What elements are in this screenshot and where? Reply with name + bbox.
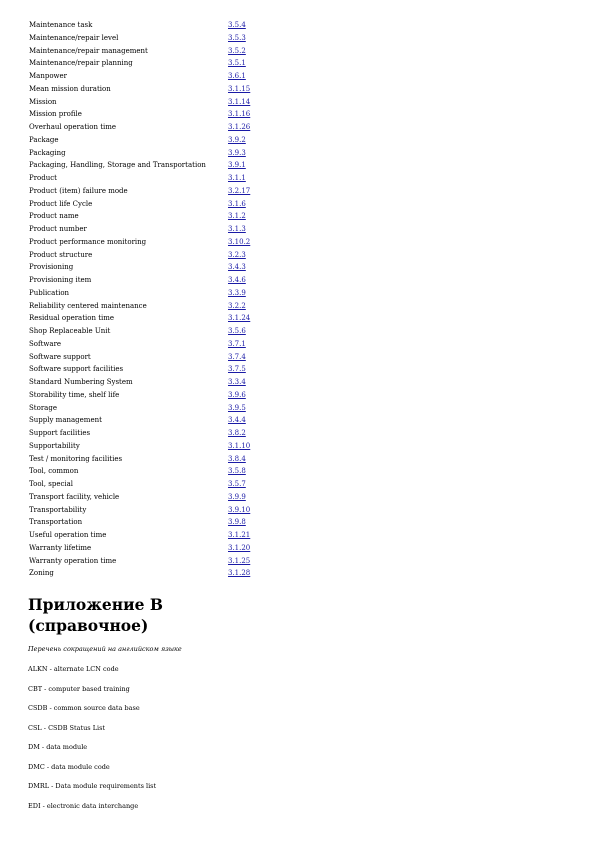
index-row	[29, 300, 269, 313]
index-term: Useful operation time	[29, 531, 107, 539]
index-row	[29, 542, 269, 555]
index-row	[29, 210, 269, 223]
index-term: Residual operation time	[29, 314, 115, 323]
index-ref-link[interactable]: 3.1.21	[228, 531, 251, 539]
index-term: Product number	[29, 225, 87, 233]
index-ref-link[interactable]: 3.5.4	[228, 21, 246, 29]
index-term: Manpower	[29, 72, 68, 80]
index-ref-link[interactable]: 3.5.8	[228, 467, 246, 476]
index-ref-link[interactable]: 3.1.15	[228, 84, 251, 93]
index-ref-cell	[228, 465, 269, 478]
index-ref-cell	[228, 83, 269, 96]
index-ref-cell	[228, 287, 269, 300]
index-ref-link[interactable]: 3.9.3	[228, 148, 246, 157]
index-row	[29, 198, 269, 211]
index-term: Transport facility, vehicle	[29, 492, 120, 501]
index-term: Mission	[29, 97, 57, 106]
index-term: Tool, special	[29, 480, 74, 488]
abbreviation-item: DMRL - Data module requirements list	[28, 782, 157, 790]
index-ref-cell	[228, 185, 269, 198]
index-ref-link[interactable]: 3.3.9	[228, 288, 246, 297]
index-row	[29, 555, 269, 568]
index-row	[29, 172, 269, 185]
index-ref-cell	[228, 491, 269, 504]
index-term: Publication	[29, 288, 70, 297]
abbreviation-item: CBT - computer based training	[28, 684, 130, 693]
index-ref-cell	[228, 414, 269, 427]
index-ref-link[interactable]: 3.9.2	[228, 135, 246, 144]
index-row	[29, 32, 269, 45]
index-term: Transportation	[29, 518, 83, 527]
index-ref-cell	[228, 363, 269, 376]
index-ref-cell	[228, 134, 269, 147]
index-term: Support facilities	[29, 429, 91, 437]
index-row	[29, 491, 269, 504]
index-term: Package	[29, 135, 59, 144]
index-row	[29, 121, 269, 134]
index-ref-cell	[228, 108, 269, 121]
index-term: Packaging, Handling, Storage and Transportation	[29, 161, 206, 170]
index-row	[29, 567, 269, 580]
index-ref-link[interactable]: 3.7.1	[228, 339, 246, 348]
index-term: Product structure	[29, 250, 93, 259]
index-ref-link[interactable]: 3.1.14	[228, 97, 251, 106]
index-term: Software support facilities	[29, 365, 124, 374]
index-table-body	[29, 19, 269, 580]
index-term: Maintenance/repair level	[29, 33, 119, 42]
index-ref-link[interactable]: 3.1.20	[228, 543, 251, 552]
index-term: Product life Cycle	[29, 199, 93, 208]
index-term: Supply management	[29, 416, 102, 425]
index-ref-link[interactable]: 3.1.10	[228, 441, 251, 450]
index-row	[29, 19, 269, 32]
index-ref-cell	[228, 478, 269, 491]
index-row	[29, 96, 269, 109]
index-ref-cell	[228, 542, 269, 555]
index-row	[29, 478, 269, 491]
index-ref-cell	[228, 338, 269, 351]
index-term: Mean mission duration	[29, 84, 111, 93]
index-ref-link[interactable]: 3.4.3	[228, 263, 246, 272]
index-term: Maintenance/repair planning	[29, 59, 133, 68]
abbreviations-list	[28, 665, 156, 821]
index-ref-link[interactable]: 3.5.2	[228, 46, 246, 55]
index-ref-cell	[228, 389, 269, 402]
index-table	[29, 19, 269, 580]
index-row	[29, 414, 269, 427]
index-term: Maintenance task	[29, 21, 93, 29]
index-ref-cell	[228, 555, 269, 568]
index-row	[29, 529, 269, 542]
index-term: Product name	[29, 212, 79, 221]
index-row	[29, 159, 269, 172]
index-term: Provisioning item	[29, 276, 92, 284]
index-ref-cell	[228, 159, 269, 172]
index-term: Mission profile	[29, 110, 82, 119]
index-ref-cell	[228, 300, 269, 313]
index-term: Software support	[29, 352, 91, 361]
index-term: Transportability	[29, 505, 87, 514]
index-ref-cell	[228, 236, 269, 249]
index-row	[29, 70, 269, 83]
index-term: Storability time, shelf life	[29, 390, 120, 399]
index-ref-link[interactable]: 3.1.1	[228, 174, 246, 182]
index-ref-cell	[228, 57, 269, 70]
index-ref-link[interactable]: 3.5.6	[228, 327, 246, 335]
index-row	[29, 223, 269, 236]
index-ref-cell	[228, 427, 269, 440]
index-ref-cell	[228, 402, 269, 415]
appendix-title	[28, 594, 163, 636]
index-row	[29, 83, 269, 96]
abbreviations-heading: Перечень сокращений на английском языке	[28, 645, 182, 653]
index-row	[29, 440, 269, 453]
index-ref-link[interactable]: 3.4.6	[228, 276, 246, 284]
abbreviation-item: CSDB - common source data base	[28, 704, 140, 712]
index-ref-link[interactable]: 3.1.28	[228, 569, 251, 578]
index-term: Software	[29, 339, 62, 348]
index-row	[29, 427, 269, 440]
index-term: Packaging	[29, 148, 66, 157]
index-ref-link[interactable]: 3.5.1	[228, 59, 246, 68]
index-row	[29, 57, 269, 70]
index-row	[29, 516, 269, 529]
index-row	[29, 45, 269, 58]
index-row	[29, 453, 269, 466]
abbreviation-item: EDI - electronic data interchange	[28, 801, 139, 810]
index-ref-cell	[228, 249, 269, 262]
index-row	[29, 402, 269, 415]
index-term: Standard Numbering System	[29, 378, 133, 386]
index-ref-link[interactable]: 3.1.24	[228, 314, 251, 323]
index-row	[29, 108, 269, 121]
index-ref-cell	[228, 516, 269, 529]
index-ref-link[interactable]: 3.6.1	[228, 72, 246, 80]
index-ref-cell	[228, 351, 269, 364]
index-ref-cell	[228, 567, 269, 580]
index-ref-link[interactable]: 3.1.3	[228, 225, 246, 233]
index-ref-link[interactable]: 3.5.7	[228, 480, 246, 488]
index-ref-cell	[228, 504, 269, 517]
index-ref-cell	[228, 45, 269, 58]
index-term: Warranty operation time	[29, 556, 117, 565]
index-ref-link[interactable]: 3.5.3	[228, 33, 246, 42]
index-ref-link[interactable]: 3.1.6	[228, 199, 246, 208]
index-term: Tool, common	[29, 467, 79, 476]
index-row	[29, 465, 269, 478]
index-row	[29, 261, 269, 274]
abbreviation-item: DMC - data module code	[28, 762, 110, 771]
index-term: Reliability centered maintenance	[29, 301, 147, 310]
index-row	[29, 338, 269, 351]
index-term: Product performance monitoring	[29, 237, 147, 246]
index-ref-cell	[228, 261, 269, 274]
index-term: Shop Replaceable Unit	[29, 327, 111, 335]
abbreviation-item: CSL - CSDB Status List	[28, 723, 106, 732]
index-ref-cell	[228, 223, 269, 236]
index-row	[29, 363, 269, 376]
abbreviation-item: ALKN - alternate LCN code	[28, 665, 119, 673]
index-ref-link[interactable]: 3.1.2	[228, 212, 246, 221]
index-row	[29, 236, 269, 249]
index-term: Zoning	[29, 569, 54, 578]
index-row	[29, 312, 269, 325]
index-row	[29, 274, 269, 287]
index-ref-link[interactable]: 3.7.4	[228, 352, 246, 361]
index-ref-link[interactable]: 3.9.10	[228, 505, 251, 514]
index-ref-cell	[228, 312, 269, 325]
index-row	[29, 504, 269, 517]
index-ref-link[interactable]: 3.10.2	[228, 237, 251, 246]
appendix-title-line1: Приложение В	[28, 595, 163, 614]
index-ref-link[interactable]: 3.7.5	[228, 365, 246, 374]
index-ref-link[interactable]: 3.3.4	[228, 378, 246, 386]
index-ref-link[interactable]: 3.2.3	[228, 250, 246, 259]
abbreviation-item: DM - data module	[28, 743, 88, 751]
index-term: Product (item) failure mode	[29, 186, 128, 195]
index-term: Overhaul operation time	[29, 123, 117, 131]
index-term: Supportability	[29, 441, 80, 450]
index-ref-link[interactable]: 3.9.6	[228, 390, 246, 399]
index-ref-link[interactable]: 3.9.1	[228, 161, 246, 170]
index-ref-cell	[228, 121, 269, 134]
index-row	[29, 147, 269, 160]
index-ref-cell	[228, 376, 269, 389]
index-term: Test / monitoring facilities	[29, 454, 123, 463]
index-row	[29, 249, 269, 262]
index-term: Warranty lifetime	[29, 543, 92, 552]
index-ref-cell	[228, 19, 269, 32]
index-row	[29, 287, 269, 300]
index-ref-cell	[228, 172, 269, 185]
index-ref-cell	[228, 274, 269, 287]
index-ref-cell	[228, 70, 269, 83]
index-term: Storage	[29, 403, 57, 412]
index-ref-link[interactable]: 3.1.26	[228, 123, 251, 131]
index-ref-link[interactable]: 3.9.9	[228, 492, 246, 501]
index-ref-link[interactable]: 3.1.16	[228, 110, 251, 119]
index-row	[29, 376, 269, 389]
index-term: Maintenance/repair management	[29, 46, 148, 55]
index-ref-cell	[228, 198, 269, 211]
index-ref-cell	[228, 325, 269, 338]
index-ref-link[interactable]: 3.8.4	[228, 454, 246, 463]
index-term: Product	[29, 174, 57, 182]
index-ref-cell	[228, 210, 269, 223]
index-row	[29, 351, 269, 364]
index-ref-link[interactable]: 3.9.5	[228, 403, 246, 412]
appendix-title-line2: (справочное)	[28, 616, 149, 635]
index-ref-cell	[228, 529, 269, 542]
index-ref-link[interactable]: 3.1.25	[228, 556, 251, 565]
index-ref-cell	[228, 32, 269, 45]
index-term: Provisioning	[29, 263, 74, 272]
index-ref-cell	[228, 453, 269, 466]
index-ref-cell	[228, 440, 269, 453]
index-row	[29, 389, 269, 402]
index-row	[29, 185, 269, 198]
index-ref-link[interactable]: 3.2.17	[228, 186, 251, 195]
index-row	[29, 134, 269, 147]
index-ref-cell	[228, 96, 269, 109]
index-row	[29, 325, 269, 338]
index-ref-link[interactable]: 3.4.4	[228, 416, 246, 425]
index-ref-link[interactable]: 3.9.8	[228, 518, 246, 527]
index-ref-cell	[228, 147, 269, 160]
index-ref-link[interactable]: 3.8.2	[228, 429, 246, 437]
index-ref-link[interactable]: 3.2.2	[228, 301, 246, 310]
